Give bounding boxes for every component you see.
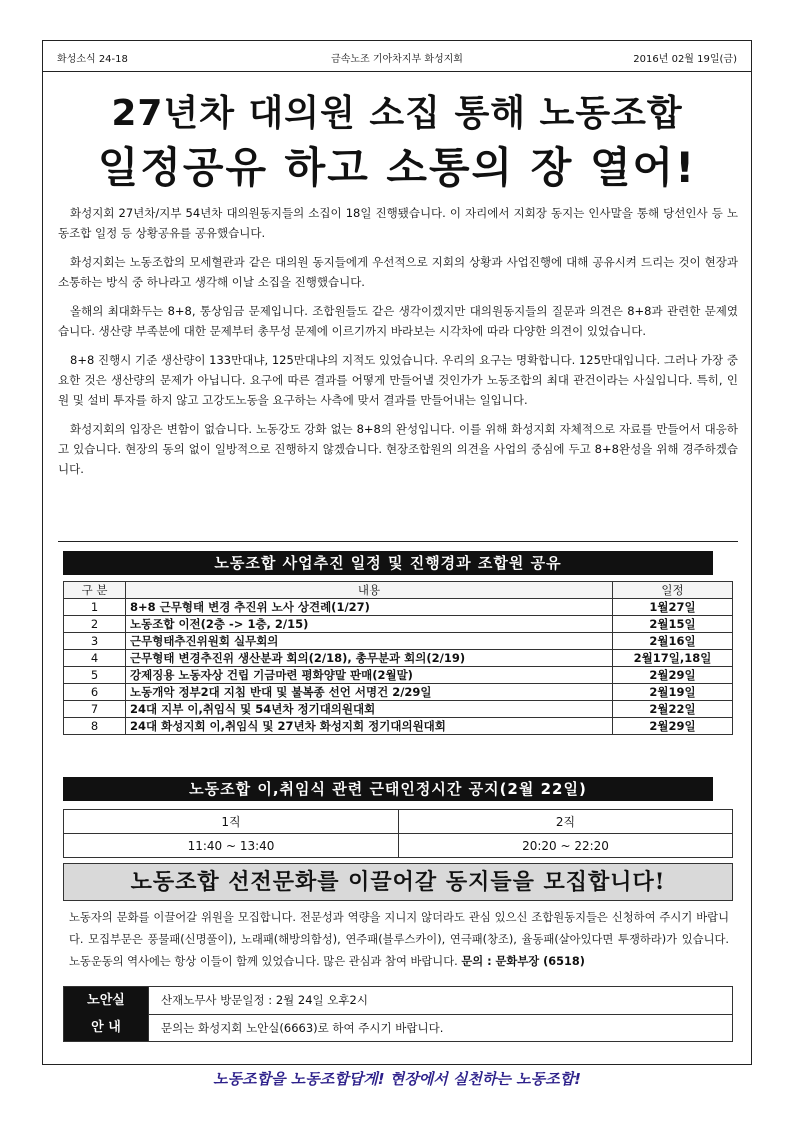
table-row bbox=[64, 718, 733, 735]
row-date: 2월22일 bbox=[613, 701, 733, 718]
row-number: 3 bbox=[64, 633, 126, 650]
article-paragraph: 화성지회는 노동조합의 모세혈관과 같은 대의원 동지들에게 우선적으로 지회의 상황과 사업진행에 대해 공유시켜 드리는 것이 현장과 소통하는 방식 중 하나라고 생각해 이날 소집을 진행했습니다. bbox=[58, 255, 738, 289]
row-number: 7 bbox=[64, 701, 126, 718]
shift-time-row bbox=[64, 834, 733, 858]
row-date: 2월19일 bbox=[613, 684, 733, 701]
table-row bbox=[64, 667, 733, 684]
section-divider bbox=[58, 541, 738, 542]
row-number: 4 bbox=[64, 650, 126, 667]
article-paragraph: 올해의 최대화두는 8+8, 통상임금 문제입니다. 조합원들도 같은 생각이겠지만 대의원동지들의 질문과 의견은 8+8과 관련한 문제였습니다. 생산량 부족분에 대한 문제부터 총무성 문제에 이르기까지 바라보는 시각차에 따라 다양한 의견이 있었습니다. bbox=[58, 304, 738, 338]
row-content: 강제징용 노동자상 건립 기금마련 평화양말 판매(2월말) bbox=[126, 667, 613, 684]
row-date: 2월29일 bbox=[613, 718, 733, 735]
office-label bbox=[64, 987, 148, 1041]
col-header-date: 일정 bbox=[613, 582, 733, 599]
row-number: 6 bbox=[64, 684, 126, 701]
table-row bbox=[64, 616, 733, 633]
newsletter-page bbox=[42, 40, 752, 1065]
row-content: 노동개악 정부2대 지침 반대 및 불복종 선언 서명건 2/29일 bbox=[126, 684, 613, 701]
headline-line-1: 27년차 대의원 소집 통해 노동조합 bbox=[111, 93, 683, 134]
attendance-title-bar: 노동조합 이,취임식 관련 근태인정시간 공지(2월 22일) bbox=[63, 777, 713, 801]
recruit-text: 노동자의 문화를 이끌어갈 위원을 모집합니다. 전문성과 역량을 지니지 않더라도 관심 있으신 조합원동지들은 신청하여 주시기 바랍니다. 모집부문은 풍물패(신명풀이), 노래패(해방의함성), 연주패(블루스카이), 연극패(창조), 율동패(살아있다면 투쟁하라)가 있습니다. 노동운동의 역사에는 항상 이들이 함께 있었습니다. 많은 관심과 참여 바랍니다. bbox=[69, 911, 729, 968]
shift1-label: 1직 bbox=[64, 810, 399, 834]
office-lines bbox=[148, 987, 732, 1041]
row-content: 24대 지부 이,취임식 및 54년차 정기대의원대회 bbox=[126, 701, 613, 718]
footer-slogan: 노동조합을 노동조합답게! 현장에서 실천하는 노동조합! bbox=[213, 1070, 581, 1088]
schedule-header-row bbox=[64, 582, 733, 599]
shift1-time: 11:40 ~ 13:40 bbox=[64, 834, 399, 858]
publisher: 금속노조 기아차지부 화성지회 bbox=[331, 54, 463, 65]
office-label-line-2: 안 내 bbox=[91, 1020, 121, 1035]
article-body bbox=[58, 203, 738, 488]
row-date: 1월27일 bbox=[613, 599, 733, 616]
row-content: 노동조합 이전(2층 -> 1층, 2/15) bbox=[126, 616, 613, 633]
row-content: 8+8 근무형태 변경 추진위 노사 상견례(1/27) bbox=[126, 599, 613, 616]
schedule-table bbox=[63, 581, 733, 735]
row-number: 8 bbox=[64, 718, 126, 735]
shift2-label: 2직 bbox=[399, 810, 733, 834]
headline-line-2: 일정공유 하고 소통의 장 열어! bbox=[97, 143, 697, 192]
row-content: 근무형태 변경추진위 생산분과 회의(2/18), 총무분과 회의(2/19) bbox=[126, 650, 613, 667]
shift2-time: 20:20 ~ 22:20 bbox=[399, 834, 733, 858]
row-number: 1 bbox=[64, 599, 126, 616]
table-row bbox=[64, 599, 733, 616]
shift-label-row bbox=[64, 810, 733, 834]
issue-date: 2016년 02월 19일(금) bbox=[633, 54, 737, 65]
office-line-2: 문의는 화성지회 노안실(6663)로 하여 주시기 바랍니다. bbox=[161, 1021, 444, 1035]
schedule-title-bar: 노동조합 사업추진 일정 및 진행경과 조합원 공유 bbox=[63, 551, 713, 575]
office-line-1: 산재노무사 방문일정 : 2월 24일 오후2시 bbox=[149, 987, 732, 1015]
table-row bbox=[64, 684, 733, 701]
safety-office-notice bbox=[63, 986, 733, 1042]
col-header-content: 내용 bbox=[126, 582, 613, 599]
table-row bbox=[64, 633, 733, 650]
recruit-body bbox=[69, 907, 729, 973]
row-date: 2월29일 bbox=[613, 667, 733, 684]
newsletter-header bbox=[43, 41, 751, 72]
recruit-title: 노동조합 선전문화를 이끌어갈 동지들을 모집합니다! bbox=[63, 863, 733, 901]
article-paragraph: 화성지회 27년차/지부 54년차 대의원동지들의 소집이 18일 진행됐습니다. 이 자리에서 지회장 동지는 인사말을 통해 당선인사 등 노동조합 일정 등 상황공유를 공유했습니다. bbox=[58, 206, 738, 240]
row-date: 2월15일 bbox=[613, 616, 733, 633]
issue-number: 화성소식 24-18 bbox=[57, 54, 128, 65]
recruit-contact: 문의 : 문화부장 (6518) bbox=[461, 955, 585, 968]
office-label-line-1: 노안실 bbox=[87, 993, 125, 1008]
row-date: 2월16일 bbox=[613, 633, 733, 650]
row-date: 2월17일,18일 bbox=[613, 650, 733, 667]
table-row bbox=[64, 650, 733, 667]
article-paragraph: 8+8 진행시 기준 생산량이 133만대냐, 125만대냐의 지적도 있었습니다. 우리의 요구는 명확합니다. 125만대입니다. 그러나 가장 중요한 것은 생산량의 문제가 아닙니다. 요구에 따른 결과를 어떻게 만들어낼 것인가가 노동조합의 최대 관건이라는 사실입니다. 특히, 인원 및 설비 투자를 하지 않고 고강도노동을 요구하는 사측에 맞서 결과를 만들어내는 일입니다. bbox=[58, 353, 738, 407]
attendance-table bbox=[63, 809, 733, 858]
row-number: 2 bbox=[64, 616, 126, 633]
row-content: 24대 화성지회 이,취임식 및 27년차 화성지회 정기대의원대회 bbox=[126, 718, 613, 735]
table-row bbox=[64, 701, 733, 718]
row-number: 5 bbox=[64, 667, 126, 684]
article-paragraph: 화성지회의 입장은 변함이 없습니다. 노동강도 강화 없는 8+8의 완성입니다. 이를 위해 화성지회 자체적으로 자료를 만들어서 대응하고 있습니다. 현장의 동의 없이 일방적으로 진행하지 않겠습니다. 현장조합원의 의견을 사업의 중심에 두고 8+8완성을 위해 경주하겠습니다. bbox=[58, 422, 738, 476]
row-content: 근무형태추진위원회 실무회의 bbox=[126, 633, 613, 650]
col-header-category: 구 분 bbox=[64, 582, 126, 599]
